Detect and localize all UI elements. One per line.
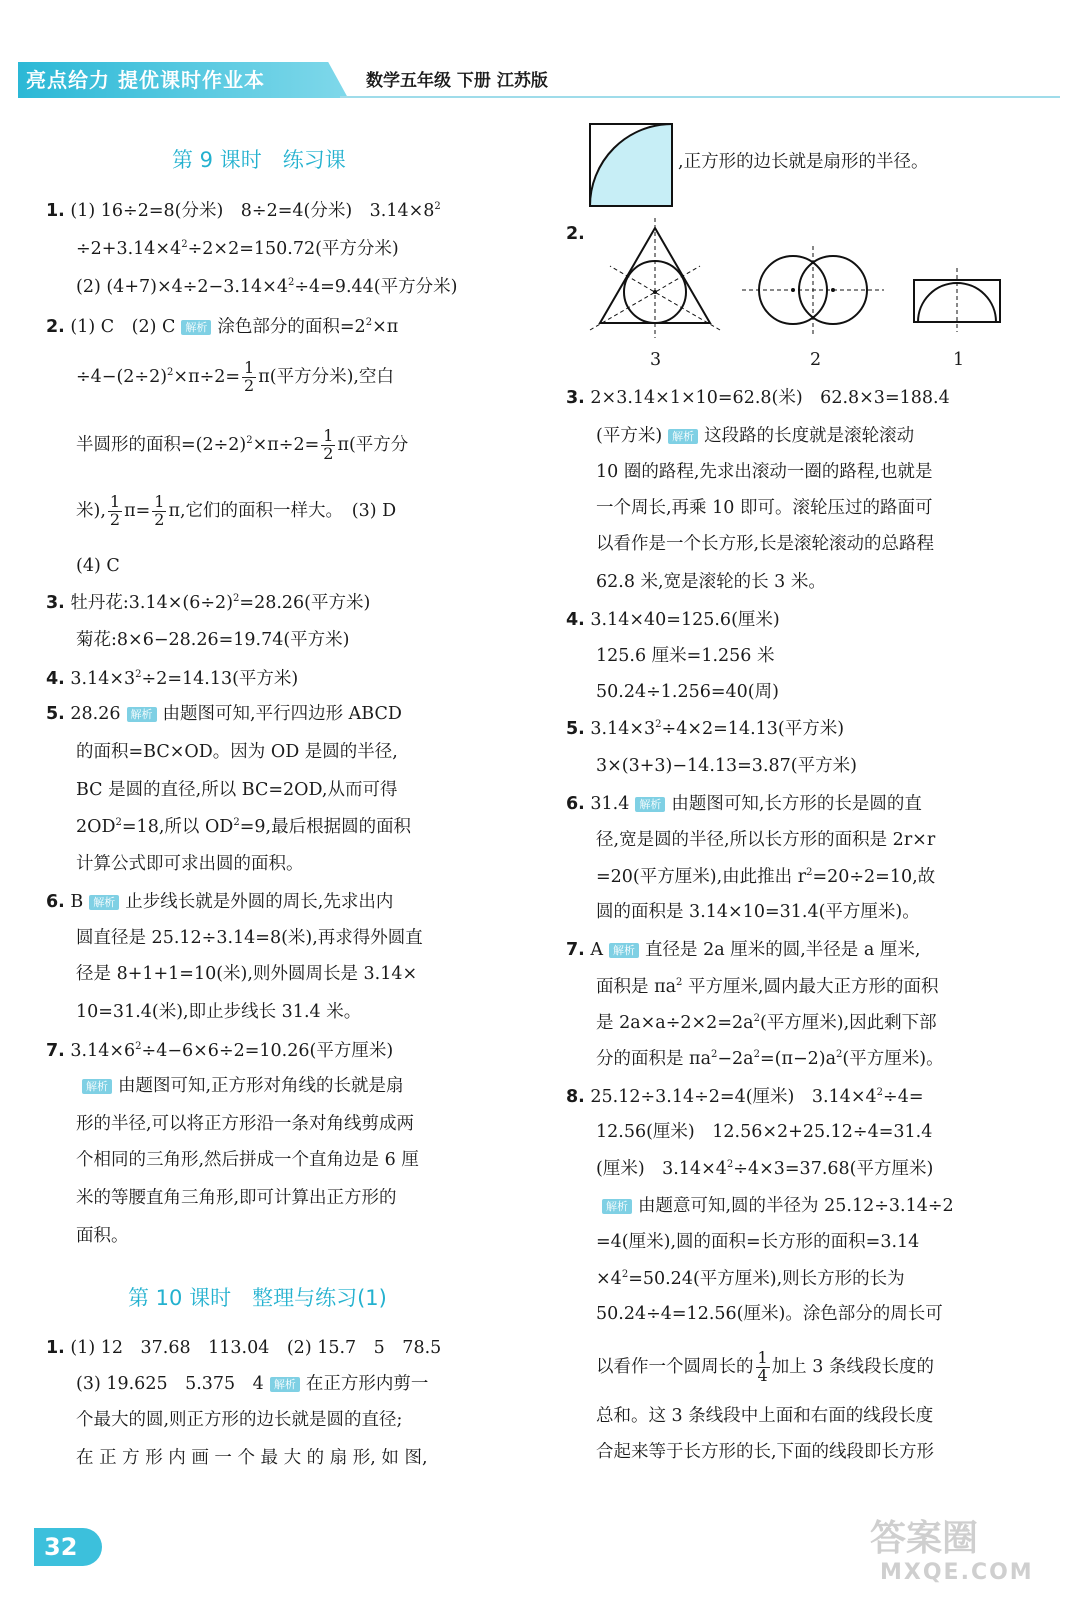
line: (2) $(4+7)\times 4\div 2-3.14\times 4^2\div 4=9.44$(平方分米) [76, 276, 458, 297]
line: 在 正 方 形 内 画 一 个 最 大 的 扇 形, 如 图, [76, 1448, 428, 1468]
line: 10 圈的路程,先求出滚动一圈的路程,也就是 [596, 462, 933, 482]
line: 计算公式即可求出圆的面积。 [76, 854, 304, 874]
figure-label: 2 [810, 350, 822, 370]
line: ,正方形的边长就是扇形的半径。 [678, 152, 929, 172]
line: 2. (1) C (2) C 解析 涂色部分的面积$=2^2\times\pi$ [46, 316, 399, 337]
line: 米), $\frac{1}{2}$ π= $\frac{1}{2}$ π,它们的面积一样大。 (3) D [76, 492, 397, 529]
line: 分的面积是 $\pi a^2-2a^2=(\pi-2)a^2$(平方厘米)。 [596, 1048, 944, 1069]
line: 50.24÷1.256=40(周) [596, 682, 779, 702]
line: 5. $3.14\times 3^2\div 4\times 2=14.13$(平方米) [566, 718, 845, 739]
line: 3. 2×3.14×1×10=62.8(米) 62.8×3=188.4 [566, 388, 950, 408]
analysis-tag: 解析 [89, 895, 119, 910]
line: 50.24÷4=12.56(厘米)。涂色部分的周长可 [596, 1304, 943, 1324]
analysis-tag: 解析 [181, 320, 211, 335]
analysis-tag: 解析 [602, 1199, 632, 1214]
line: 总和。这 3 条线段中上面和右面的线段长度 [596, 1406, 934, 1426]
line: =20(平方厘米),由此推出 $r^2=20\div 2=10$,故 [596, 866, 936, 887]
line: 径,宽是圆的半径,所以长方形的面积是 2r×r [596, 830, 936, 850]
line: $2OD^2=18$,所以 $OD^2=9$,最后根据圆的面积 [76, 816, 412, 837]
line: 4. 3.14×40=125.6(厘米) [566, 610, 780, 630]
line: (平方米) 解析 这段路的长度就是滚轮滚动 [596, 426, 915, 446]
line: 6. B 解析 止步线长就是外圆的周长,先求出内 [46, 892, 394, 912]
line: 1. (1) 16÷2=8(分米) 8÷2=4(分米) $3.14\times 8^2$ [46, 200, 441, 221]
fraction: $\frac{1}{2}$ [154, 492, 165, 529]
line: (4) C [76, 556, 120, 576]
line: 的面积=BC×OD。因为 OD 是圆的半径, [76, 742, 398, 762]
line: 6. 31.4 解析 由题图可知,长方形的长是圆的直 [566, 794, 922, 814]
line: 解析 由题意可知,圆的半径为 25.12÷3.14÷2 [596, 1198, 954, 1216]
line: 3×(3+3)−14.13=3.87(平方米) [596, 756, 857, 776]
brand-title: 亮点给力 提优课时作业本 [26, 68, 265, 92]
line: 3. 牡丹花$:3.14\times(6\div 2)^2=28.26$(平方米) [46, 592, 371, 613]
line: 125.6 厘米=1.256 米 [596, 646, 775, 666]
line: 一个周长,再乘 10 即可。滚轮压过的路面可 [596, 498, 933, 518]
subject-title: 数学五年级 下册 江苏版 [366, 71, 548, 91]
analysis-tag: 解析 [635, 797, 665, 812]
line: 解析 由题图可知,正方形对角线的长就是扇 [76, 1078, 404, 1096]
line: 米的等腰直角三角形,即可计算出正方形的 [76, 1188, 397, 1208]
line: 12.56(厘米) 12.56×2+25.12÷4=31.4 [596, 1122, 933, 1142]
line: 7. A 解析 直径是 2a 厘米的圆,半径是 a 厘米, [566, 940, 921, 960]
square-sector-figure [588, 122, 676, 210]
line: 是 $2a\times a\div 2\times 2=2a^2$(平方厘米),因此剩下部 [596, 1012, 937, 1033]
analysis-tag: 解析 [127, 707, 157, 722]
line: $\div 4-(2\div 2)^2\times\pi\div 2=$ $\frac{1}{2}$ π(平方分米),空白 [76, 358, 394, 395]
figure-label: 3 [650, 350, 662, 370]
analysis-tag: 解析 [668, 429, 698, 444]
analysis-tag: 解析 [82, 1079, 112, 1094]
line: 以看作一个圆周长的 $\frac{1}{4}$ 加上 3 条线段长度的 [596, 1348, 934, 1385]
fraction: $\frac{1}{2}$ [244, 358, 255, 395]
line: 半圆形的面积$=(2\div 2)^2\times\pi\div 2=$ $\frac{1}{2}$ π(平方分 [76, 426, 409, 463]
rect-semicircle-figure [910, 266, 1005, 334]
line: 圆的面积是 3.14×10=31.4(平方厘米)。 [596, 902, 920, 922]
analysis-tag: 解析 [609, 943, 639, 958]
line: BC 是圆的直径,所以 BC=2OD,从而可得 [76, 780, 398, 800]
line: $\times 4^2=50.24$(平方厘米),则长方形的长为 [596, 1268, 905, 1289]
line: 径是 8+1+1=10(米),则外圆周长是 3.14× [76, 964, 418, 984]
line: 形的半径,可以将正方形沿一条对角线剪成两 [76, 1114, 415, 1134]
section-title-9: 第 9 课时 练习课 [172, 148, 346, 172]
line: 62.8 米,宽是滚轮的长 3 米。 [596, 572, 826, 592]
line: 2. [566, 224, 585, 244]
line: (3) 19.625 5.375 4 解析 在正方形内剪一 [76, 1374, 429, 1394]
line: 以看作是一个长方形,长是滚轮滚动的总路程 [596, 534, 935, 554]
line: 菊花:8×6−28.26=19.74(平方米) [76, 630, 350, 650]
triangle-incircle-figure [580, 218, 730, 343]
line: 5. 28.26 解析 由题图可知,平行四边形 ABCD [46, 704, 402, 724]
line: 10=31.4(米),即止步线长 31.4 米。 [76, 1002, 362, 1022]
section-title-10: 第 10 课时 整理与练习(1) [128, 1286, 387, 1310]
fraction: $\frac{1}{4}$ [757, 1348, 768, 1385]
line: 1. (1) 12 37.68 113.04 (2) 15.7 5 78.5 [46, 1338, 442, 1358]
line: 个相同的三角形,然后拼成一个直角边是 6 厘 [76, 1150, 419, 1170]
fraction: $\frac{1}{2}$ [323, 426, 334, 463]
line: 4. $3.14\times 3^2\div 2=14.13$(平方米) [46, 668, 299, 689]
header-rule [340, 96, 1060, 98]
watermark-url: MXQE.COM [880, 1560, 1034, 1585]
two-circles-figure [738, 244, 888, 340]
analysis-tag: 解析 [270, 1377, 300, 1392]
fraction: $\frac{1}{2}$ [109, 492, 121, 529]
line: =4(厘米),圆的面积=长方形的面积=3.14 [596, 1232, 920, 1252]
watermark: 答案圈 [870, 1518, 979, 1559]
line: 7. $3.14\times 6^2\div 4-6\times 6\div 2=10.26$(平方厘米) [46, 1040, 394, 1061]
line: 面积是 $\pi a^2$ 平方厘米,圆内最大正方形的面积 [596, 976, 939, 997]
line: 圆直径是 25.12÷3.14=8(米),再求得外圆直 [76, 928, 423, 948]
line: (厘米) $3.14\times 4^2\div 4\times 3=37.68$(平方厘米) [596, 1158, 934, 1179]
page-number: 32 [34, 1528, 102, 1566]
line: 个最大的圆,则正方形的边长就是圆的直径; [76, 1410, 403, 1430]
line: 8. 25.12÷3.14÷2=4(厘米) $3.14\times 4^2\div 4=$ [566, 1086, 924, 1107]
line: 面积。 [76, 1226, 129, 1246]
line: 合起来等于长方形的长,下面的线段即长方形 [596, 1442, 935, 1462]
line: $\div 2+3.14\times 4^2\div 2\times 2=150.72$(平方分米) [76, 238, 399, 259]
figure-label: 1 [953, 350, 965, 370]
